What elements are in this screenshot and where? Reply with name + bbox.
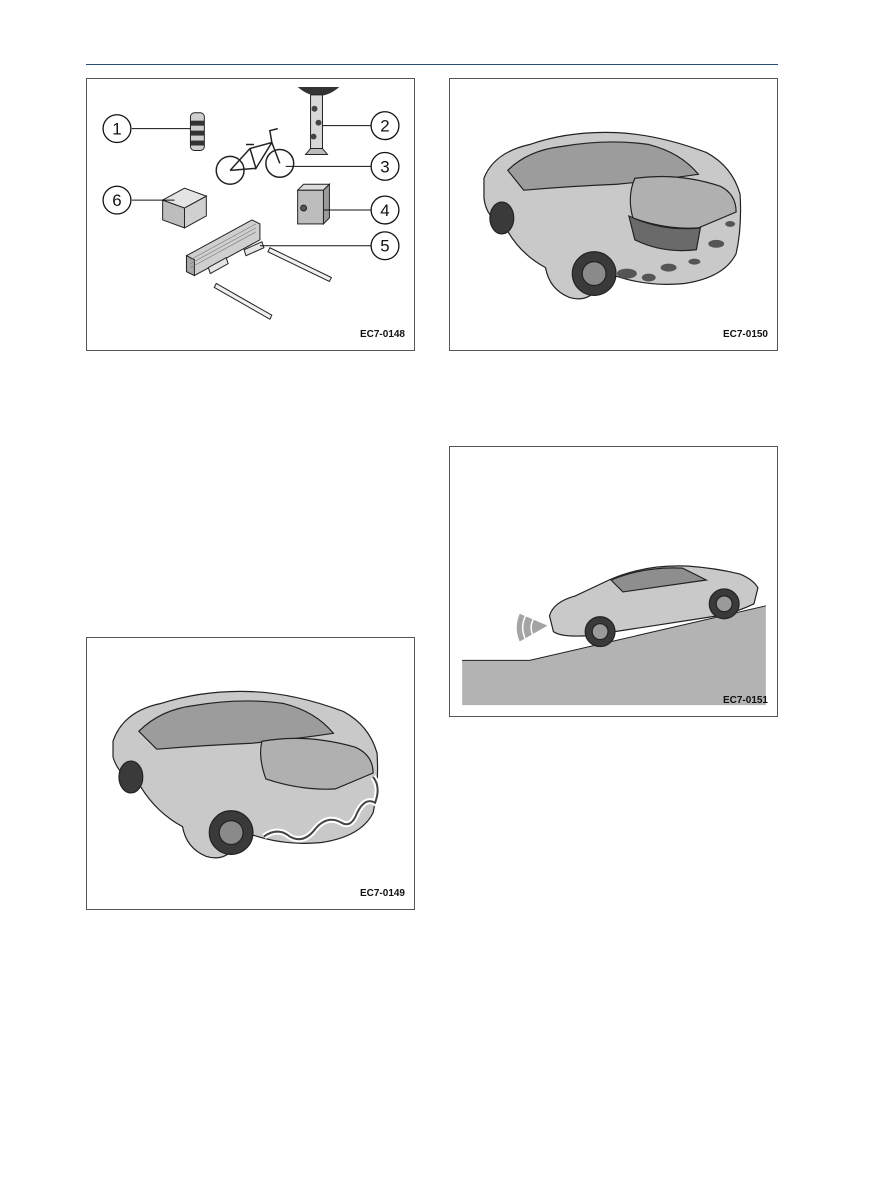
bollard-icon xyxy=(190,113,204,151)
callout-1: 1 xyxy=(112,119,122,139)
car-slope-illustration xyxy=(450,447,777,716)
sensor-waves xyxy=(517,614,548,642)
wall-icon xyxy=(186,220,331,319)
container-icon xyxy=(298,184,330,224)
figure-car-rear-mud xyxy=(449,78,778,351)
car-rear-tape-illustration xyxy=(87,638,414,909)
box-icon xyxy=(163,188,207,228)
figure-car-slope-sensor xyxy=(449,446,778,717)
pole-icon xyxy=(298,87,340,155)
header-rule xyxy=(86,64,778,65)
obstacles-illustration xyxy=(87,79,414,350)
car-rear-mud-illustration xyxy=(450,79,777,350)
callout-5: 5 xyxy=(380,236,390,256)
callout-4: 4 xyxy=(380,200,390,220)
callout-3: 3 xyxy=(380,157,390,177)
figure-code: EC7-0149 xyxy=(359,888,405,899)
callout-6: 6 xyxy=(112,191,122,211)
figure-car-rear-tape xyxy=(86,637,415,910)
bicycle-icon xyxy=(216,129,293,185)
figure-code: EC7-0151 xyxy=(722,695,768,706)
figure-code: EC7-0148 xyxy=(359,329,405,340)
figure-code: EC7-0150 xyxy=(722,329,768,340)
figure-obstacles xyxy=(86,78,415,351)
callout-2: 2 xyxy=(380,116,390,136)
